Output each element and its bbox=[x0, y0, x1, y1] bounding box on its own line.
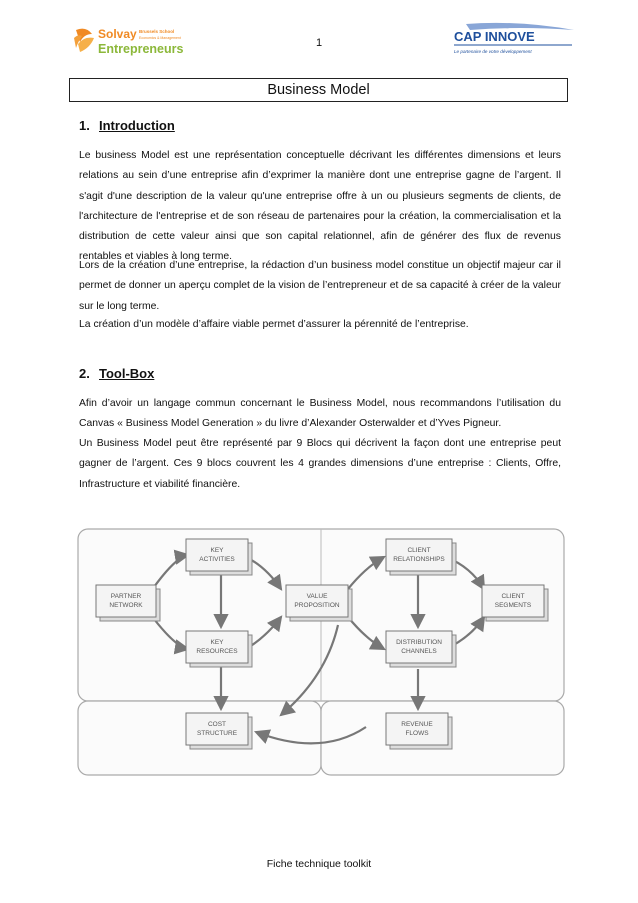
section-title: Tool-Box bbox=[99, 366, 155, 381]
logo-tagline: Le partenaire de votre développement bbox=[454, 49, 532, 54]
block-label: KEY bbox=[210, 547, 224, 554]
document-title: Business Model bbox=[69, 78, 568, 102]
block-key-resources bbox=[186, 631, 252, 667]
block-label: PARTNER bbox=[110, 593, 142, 600]
block-label: CLIENT bbox=[501, 593, 525, 600]
block-label: ACTIVITIES bbox=[199, 556, 235, 563]
logo-tag-2: Economics & Management bbox=[139, 36, 181, 40]
block-key-activities bbox=[186, 539, 252, 575]
block-label: DISTRIBUTION bbox=[396, 639, 442, 646]
section-heading-introduction bbox=[79, 118, 175, 133]
logo-solvay-text: Solvay bbox=[98, 27, 137, 41]
paragraph: Un Business Model peut être représenté par 9 Blocs qui décrivent la façon dont une entreprise peut gagner de l’argent. Ces 9 blocs couvrent les 4 grandes dimensions d’une entreprise : Clients, Offre, Infrastructure et viabilité financière. bbox=[79, 438, 561, 490]
block-label: NETWORK bbox=[109, 602, 143, 609]
block-label: REVENUE bbox=[401, 721, 433, 728]
block-cost-structure bbox=[186, 713, 252, 749]
block-label: FLOWS bbox=[405, 730, 429, 737]
block-label: CLIENT bbox=[407, 547, 431, 554]
block-client-segments bbox=[482, 585, 548, 621]
block-label: CHANNELS bbox=[401, 648, 437, 655]
section-title: Introduction bbox=[99, 118, 175, 133]
business-model-canvas-diagram bbox=[76, 527, 566, 777]
block-label: VALUE bbox=[306, 593, 328, 600]
page-number: 1 bbox=[315, 37, 323, 49]
section-number: 2. bbox=[79, 366, 90, 381]
paragraph: Afin d’avoir un langage commun concernant le Business Model, nous recommandons l’utilisation du Canvas « Business Model Generation » du livre d’Alexander Osterwalder et d’Yves Pigneur. bbox=[79, 398, 561, 430]
block-partner-network bbox=[96, 585, 160, 621]
cap-innove-logo bbox=[448, 22, 576, 60]
block-label: RELATIONSHIPS bbox=[393, 556, 445, 563]
block-client-relationships bbox=[386, 539, 456, 575]
logo-entrepreneurs-text: Entrepreneurs bbox=[98, 42, 184, 56]
logo-cap-innove-text: CAP INNOVE bbox=[454, 29, 535, 44]
block-label: SEGMENTS bbox=[494, 602, 532, 609]
block-label: KEY bbox=[210, 639, 224, 646]
logo-tag-1: Brussels School bbox=[139, 29, 175, 34]
paragraph: La création d’un modèle d’affaire viable permet d’assurer la pérennité de l’entreprise. bbox=[79, 319, 469, 330]
section-heading-toolbox bbox=[79, 366, 154, 381]
block-label: PROPOSITION bbox=[294, 602, 340, 609]
paragraph: Le business Model est une représentation conceptuelle décrivant les différentes dimensions et leurs relations au sein d’une entreprise afin d’exprimer la manière dont une entreprise gagne de l’argent. Il s'agit d'une description de la valeur qu'une entreprise offre à un ou plusieurs segments de clients, de l'architecture de l'entreprise et de son réseau de partenaires pour la création, la commercialisation et la distribution de cette valeur ainsi que son capital relationnel, afin de générer des flux de revenus rentables et viables à long terme. bbox=[79, 150, 561, 263]
block-value-proposition bbox=[286, 585, 352, 621]
block-label: COST bbox=[207, 721, 227, 728]
page-footer: Fiche technique toolkit bbox=[266, 858, 372, 870]
block-label: RESOURCES bbox=[196, 648, 238, 655]
block-revenue-flows bbox=[386, 713, 452, 749]
block-label: STRUCTURE bbox=[196, 730, 238, 737]
paragraph: Lors de la création d’une entreprise, la rédaction d’un business model constitue un objectif majeur car il permet de donner un aperçu complet de la vision de l’entrepreneur et de sa capacité à créer de la valeur sur le long terme. bbox=[79, 260, 561, 312]
block-distribution-channels bbox=[386, 631, 456, 667]
section-number: 1. bbox=[79, 118, 90, 133]
